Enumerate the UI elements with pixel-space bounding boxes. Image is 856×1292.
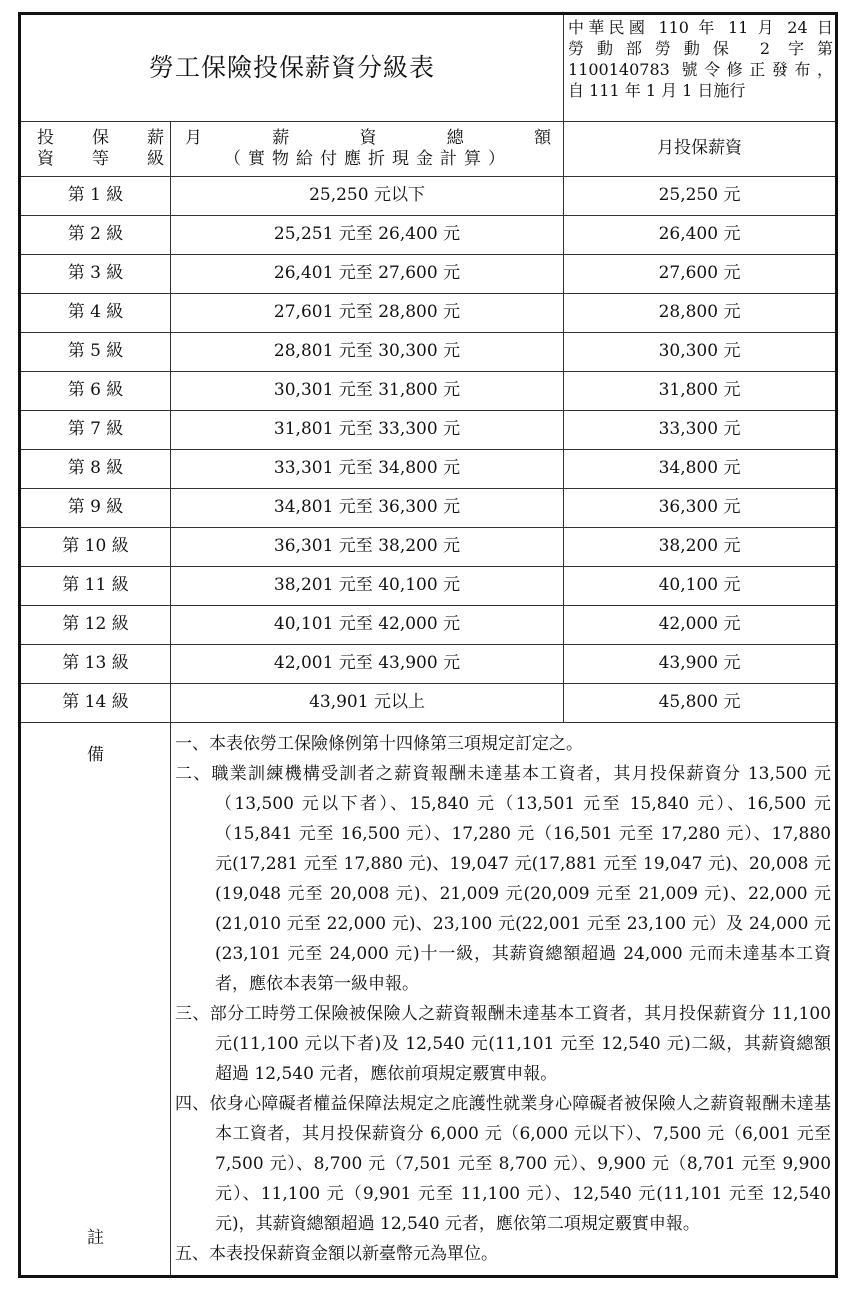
salary-range-cell: 38,201 元至 40,100 元: [171, 567, 564, 606]
table-row: [20, 450, 837, 489]
grade-cell: 第 6 級: [20, 372, 171, 411]
decree-line: 1100140783 號令修正發布，: [568, 60, 834, 80]
salary-range-cell: 27,601 元至 28,800 元: [171, 294, 564, 333]
grade-cell: 第 5 級: [20, 333, 171, 372]
insured-salary-cell: 45,800 元: [564, 684, 837, 723]
grade-cell: 第 12 級: [20, 606, 171, 645]
note-item: 一、本表依勞工保險條例第十四條第三項規定訂定之。: [175, 734, 583, 754]
insured-salary-cell: 33,300 元: [564, 411, 837, 450]
insured-salary-cell: 38,200 元: [564, 528, 837, 567]
notes-row: [20, 723, 837, 1277]
note-item: 二、職業訓練機構受訓者之薪資報酬未達基本工資者，其月投保薪資分 13,500 元（13,500 元以下者）、15,840 元（13,501 元至 15,840 元）、16,500 元（15,841 元至 16,500 元）、17,280 元（16,501 元至 17,280 元）、17,880 元(17,281 元至 17,880 元)、19,047 元(17,881 元至 19,047 元)、20,008 元(19,048 元至 20,008 元)、21,009 元(20,009 元至 21,009 元)、22,000 元(21,010 元至 22,000 元)、23,100 元(22,001 元至 23,100 元）及 24,000 元(23,101 元至 24,000 元)十一級，其薪資總額超過 24,000 元而未達基本工資者，應依本表第一級申報。: [175, 764, 832, 994]
table-row: [20, 177, 837, 216]
header-total-line2: （實物給付應折現金計算）: [224, 149, 512, 169]
note-item: 三、部分工時勞工保險被保險人之薪資報酬未達基本工資者，其月投保薪資分 11,100 元(11,100 元以下者)及 12,540 元(11,101 元至 12,540 元)二級，其薪資總額超過 12,540 元者，應依前項規定覈實申報。: [175, 1004, 832, 1084]
grade-cell: 第 7 級: [20, 411, 171, 450]
insured-salary-cell: 25,250 元: [564, 177, 837, 216]
decree-note: [564, 14, 837, 122]
grade-cell: 第 14 級: [20, 684, 171, 723]
header-monthly-total: [171, 122, 564, 177]
header-char: 資: [359, 127, 409, 148]
salary-range-cell: 25,250 元以下: [171, 177, 564, 216]
salary-range-cell: 28,801 元至 30,300 元: [171, 333, 564, 372]
salary-range-cell: 26,401 元至 27,600 元: [171, 255, 564, 294]
document-title: 勞工保險投保薪資分級表: [20, 14, 564, 122]
notes-label-bottom: 註: [87, 1227, 104, 1248]
insured-salary-cell: 26,400 元: [564, 216, 837, 255]
salary-range-cell: 33,301 元至 34,800 元: [171, 450, 564, 489]
header-char: 額: [534, 127, 552, 148]
note-item: 五、本表投保薪資金額以新臺幣元為單位。: [175, 1244, 498, 1264]
salary-range-cell: 43,901 元以上: [171, 684, 564, 723]
insured-salary-cell: 43,900 元: [564, 645, 837, 684]
salary-range-cell: 42,001 元至 43,900 元: [171, 645, 564, 684]
salary-range-cell: 30,301 元至 31,800 元: [171, 372, 564, 411]
header-char: 資: [37, 149, 71, 169]
table-row: [20, 684, 837, 723]
decree-line: 勞動部勞動保 2 字第: [568, 39, 834, 59]
table-row: [20, 294, 837, 333]
table-row: [20, 255, 837, 294]
salary-range-cell: 40,101 元至 42,000 元: [171, 606, 564, 645]
insured-salary-cell: 27,600 元: [564, 255, 837, 294]
header-char: 投: [37, 127, 71, 148]
table-row: [20, 567, 837, 606]
header-char: 總: [446, 127, 497, 148]
insured-salary-cell: 40,100 元: [564, 567, 837, 606]
header-monthly-insured: 月投保薪資: [564, 122, 837, 177]
grade-cell: 第 8 級: [20, 450, 171, 489]
grade-cell: 第 4 級: [20, 294, 171, 333]
grade-cell: 第 1 級: [20, 177, 171, 216]
notes-label-top: 備: [87, 745, 104, 765]
grade-cell: 第 2 級: [20, 216, 171, 255]
table-row: [20, 216, 837, 255]
header-char: 保: [92, 127, 126, 148]
header-char: 月: [185, 127, 235, 148]
table-row: [20, 645, 837, 684]
table-row: [20, 489, 837, 528]
insured-salary-cell: 36,300 元: [564, 489, 837, 528]
title-row: [20, 14, 837, 122]
table-row: [20, 372, 837, 411]
grade-cell: 第 11 級: [20, 567, 171, 606]
note-item: 四、依身心障礙者權益保障法規定之庇護性就業身心障礙者被保險人之薪資報酬未達基本工資者，其月投保薪資分 6,000 元（6,000 元以下）、7,500 元（6,001 元至 7,500 元）、8,700 元（7,501 元至 8,700 元）、9,900 元（8,701 元至 9,900 元）、11,100 元（9,901 元至 11,100 元）、12,540 元(11,101 元至 12,540 元)，其薪資總額超過 12,540 元者，應依第二項規定覈實申報。: [175, 1094, 832, 1234]
header-grade-line2: [37, 149, 164, 170]
grade-cell: 第 9 級: [20, 489, 171, 528]
grade-cell: 第 3 級: [20, 255, 171, 294]
notes-label: [20, 723, 171, 1277]
header-char: 薪: [147, 127, 164, 148]
table-row: [20, 411, 837, 450]
table-row: [20, 528, 837, 567]
salary-range-cell: 34,801 元至 36,300 元: [171, 489, 564, 528]
decree-line: 中華民國 110 年 11 月 24 日: [568, 18, 834, 37]
header-row: [20, 122, 837, 177]
decree-line: 自 111 年 1 月 1 日施行: [568, 81, 746, 101]
table-row: [20, 606, 837, 645]
insured-salary-cell: 30,300 元: [564, 333, 837, 372]
header-char: 薪: [272, 127, 322, 148]
header-grade-line1: [37, 128, 164, 149]
grade-cell: 第 13 級: [20, 645, 171, 684]
table-row: [20, 333, 837, 372]
insured-salary-cell: 31,800 元: [564, 372, 837, 411]
header-char: 等: [92, 149, 126, 169]
notes-content: [171, 723, 837, 1277]
header-char: 級: [147, 149, 164, 169]
salary-range-cell: 36,301 元至 38,200 元: [171, 528, 564, 567]
grade-cell: 第 10 級: [20, 528, 171, 567]
header-total-line1: [185, 128, 551, 149]
insured-salary-cell: 28,800 元: [564, 294, 837, 333]
salary-range-cell: 31,801 元至 33,300 元: [171, 411, 564, 450]
salary-range-cell: 25,251 元至 26,400 元: [171, 216, 564, 255]
insured-salary-cell: 34,800 元: [564, 450, 837, 489]
header-grade: [20, 122, 171, 177]
insured-salary-cell: 42,000 元: [564, 606, 837, 645]
insured-salary-grade-table: [18, 12, 838, 1278]
